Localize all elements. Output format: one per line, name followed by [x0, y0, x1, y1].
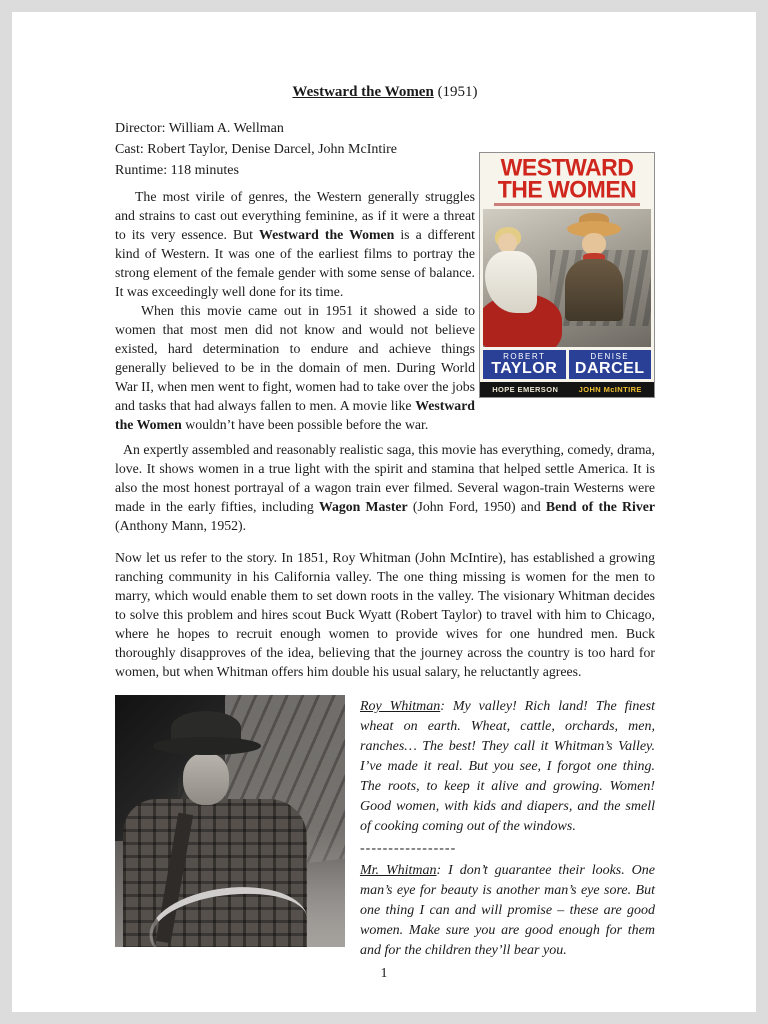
paragraph-2-film-title: Westward the Women	[115, 398, 475, 432]
quote-1-speaker: Roy Whitman	[360, 699, 441, 714]
photo-face	[183, 753, 229, 805]
poster-title-block	[480, 153, 654, 209]
quotes-column	[360, 695, 655, 961]
poster-supporting-credits	[480, 382, 654, 397]
paragraph-2-text-cont: wouldn’t have been possible before the war.	[181, 417, 429, 432]
photo-hat-brim	[153, 737, 261, 755]
poster-title-line2: THE WOMEN	[497, 175, 637, 203]
document-title-year: (1951)	[433, 84, 478, 100]
quote-mr-whitman	[360, 861, 655, 961]
poster-cowboy-torso	[565, 259, 623, 321]
paragraph-1-text-cont: is a different kind of Western. It was one of the earliest films to portray the strong element of the female gender with some sense of balance. It was exceedingly well done for its time.	[115, 227, 476, 299]
paragraph-1	[115, 187, 475, 301]
photo-and-quotes-section	[115, 695, 655, 961]
credit-john-mcintire: JOHN McINTIRE	[578, 385, 642, 394]
poster-actor-denise-darcel	[569, 350, 652, 379]
meta-director: Director: William A. Wellman	[115, 121, 284, 136]
quote-2-speaker: Mr. Whitman	[360, 863, 437, 878]
paragraph-3-text-end: (Anthony Mann, 1952).	[115, 518, 247, 533]
quote-2-text: : I don’t guarantee their looks. One man’s eye for beauty is another man’s eye sore. But one thing I can and will promise – these are good women. Make sure you are good enough for them and for the children they’ll bear you.	[360, 863, 655, 958]
document-page	[12, 12, 756, 1012]
paragraph-4	[115, 548, 655, 681]
poster-tagline-smallprint	[494, 203, 640, 206]
paragraph-3	[115, 440, 655, 535]
intro-section	[115, 118, 655, 434]
credit-hope-emerson: HOPE EMERSON	[492, 385, 559, 394]
poster-woman-head	[498, 233, 517, 253]
paragraph-3-film-title-1: Wagon Master	[318, 499, 408, 514]
actor-first-name: DENISE	[590, 352, 630, 361]
poster-collage-art	[483, 209, 651, 347]
page-number: 1	[380, 966, 388, 981]
poster-title-line1: WESTWARD	[500, 153, 634, 181]
document-title-main: Westward the Women	[292, 84, 434, 100]
quote-1-text: : My valley! Rich land! The finest wheat on earth. Wheat, cattle, orchards, men, ranches… The best! They call it Whitman’s Valley. I’ve made it real. But you see, I forgot one thing. The roots, to keep it alive and growing. Women! Good women, with kids and diapers, and the smell of cooking coming out of the windows.	[360, 699, 655, 834]
meta-runtime: Runtime: 118 minutes	[115, 163, 239, 178]
paragraph-3-text: An expertly assembled and reasonably realistic saga, this movie has everything, comedy, drama, love. It shows women in a true light with the spirit and stamina that helped settle America. It is also the most honest portrayal of a wagon train ever filmed. Several wagon-train Westerns were made in the early fifties, including	[115, 442, 655, 514]
paragraph-1-film-title: Westward the Women	[259, 227, 395, 242]
poster-actor-robert-taylor	[483, 350, 566, 379]
roy-whitman-photo	[115, 695, 345, 947]
movie-poster	[479, 152, 655, 398]
paragraph-2-text: When this movie came out in 1951 it showed a side to women that most men did not know and would not believe existed, hard determination to endure and achieve things generally believed to be in the domain of men. During World War II, when men went to fight, women had to take over the jobs and tasks that had always fallen to men. A movie like	[115, 303, 475, 413]
quote-roy-whitman	[360, 697, 655, 837]
actor-last-name: DARCEL	[574, 360, 645, 377]
paragraph-1-text: The most virile of genres, the Western generally struggles and strains to cast out everything feminine, as if it were a threat to its very essence. But	[115, 189, 475, 242]
paragraph-3-text-cont: (John Ford, 1950) and	[407, 499, 546, 514]
paragraph-2	[115, 301, 475, 434]
actor-last-name: TAYLOR	[491, 360, 558, 377]
actor-first-name: ROBERT	[503, 352, 546, 361]
paragraph-3-film-title-2: Bend of the River	[545, 499, 655, 514]
poster-actor-credits	[480, 347, 654, 382]
document-title	[115, 82, 655, 102]
quote-divider: -----------------	[360, 841, 457, 856]
paragraph-4-text: Now let us refer to the story. In 1851, Roy Whitman (John McIntire), has established a growing ranching community in his California valley. The one thing missing is women for the men to marry, which would enable them to set down roots in the valley. The visionary Whitman decides to solve this problem and hires scout Buck Wyatt (Robert Taylor) to travel with him to Chicago, where he hopes to recruit enough women to provide wives for one hundred men. Buck thoroughly disapproves of the idea, believing that the journey across the country is too hard for women, but when Whitman offers him double his usual salary, he reluctantly agrees.	[115, 550, 655, 679]
poster-cowboy-face	[582, 233, 606, 255]
meta-cast: Cast: Robert Taylor, Denise Darcel, John McIntire	[115, 142, 398, 157]
